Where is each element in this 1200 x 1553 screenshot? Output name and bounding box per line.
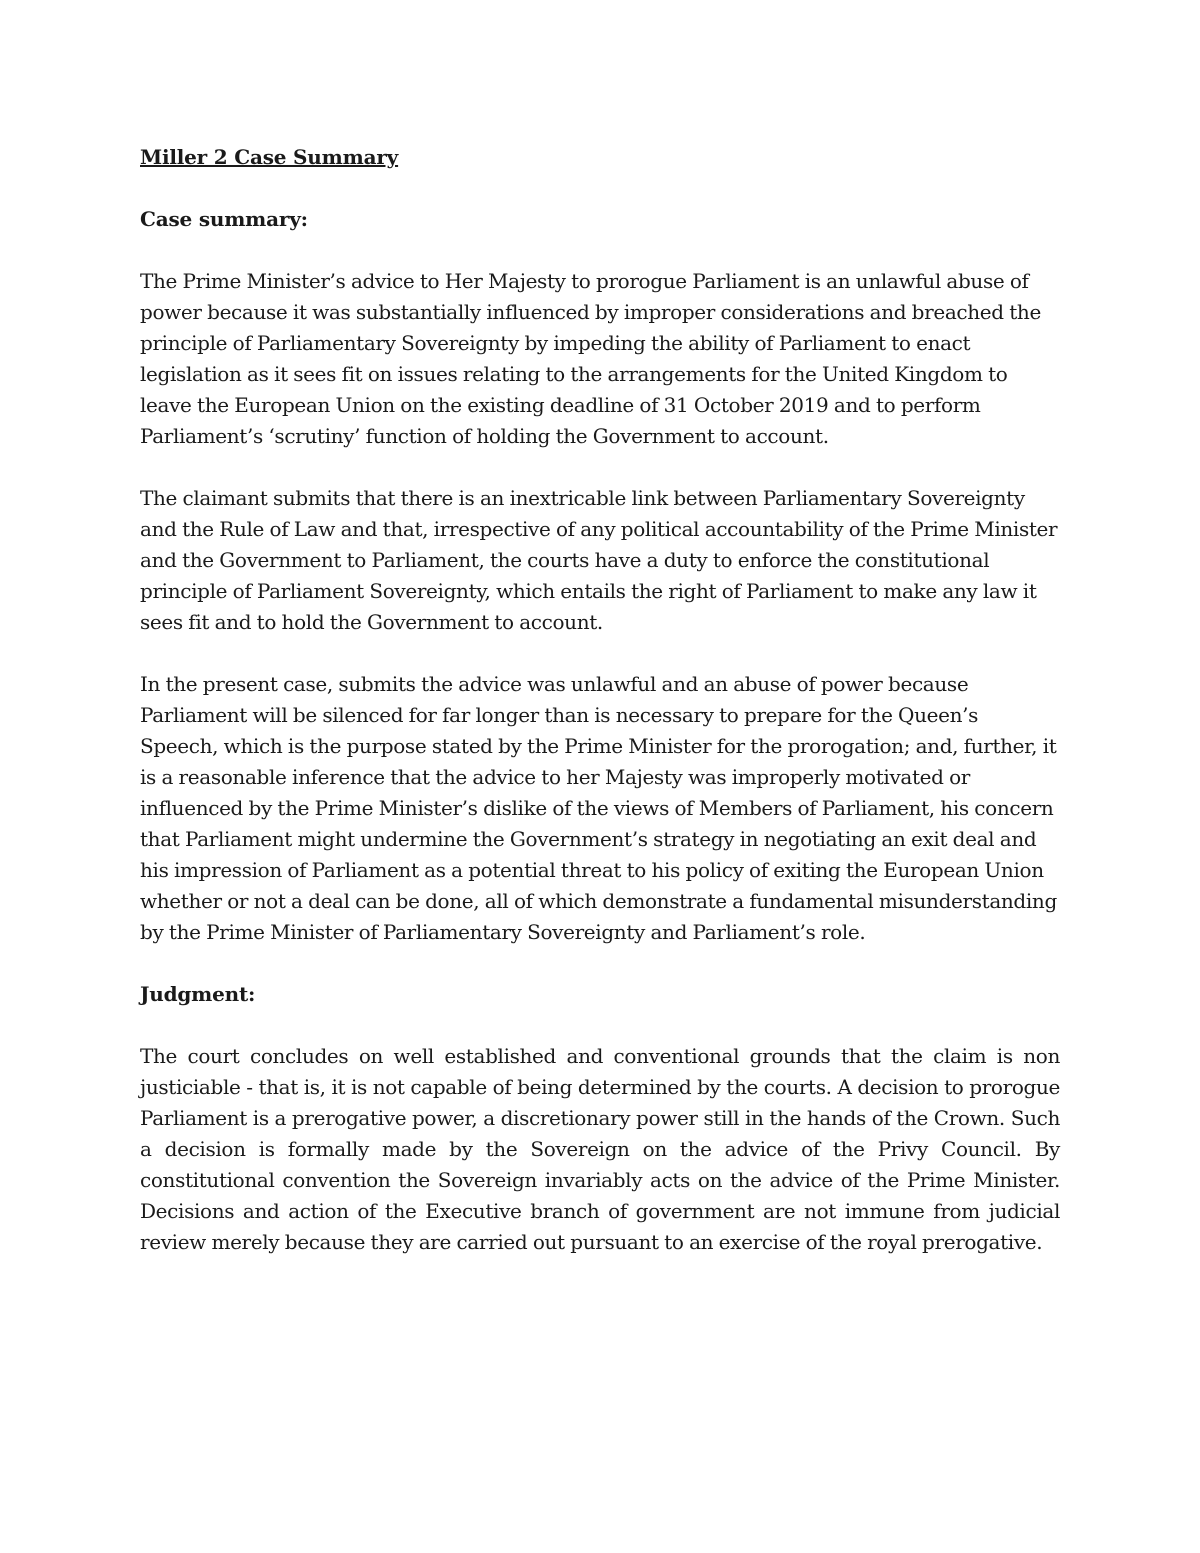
spacer (140, 452, 1060, 483)
spacer (140, 235, 1060, 266)
spacer (140, 1010, 1060, 1041)
judgment-heading: Judgment: (140, 982, 256, 1006)
document-body (140, 142, 1060, 1258)
case-summary-paragraph-2: The claimant submits that there is an inextricable link between Parliamentary Sovereignty and the Rule of Law and that, irrespective of any political accountability of the Prime Minister and the Government to Parliament, the courts have a duty to enforce the constitutional principle of Parliament Sovereignty, which entails the right of Parliament to make any law it sees fit and to hold the Government to account. (140, 486, 1058, 634)
case-summary-paragraph-1: The Prime Minister’s advice to Her Majesty to prorogue Parliament is an unlawful abuse of power because it was substantially influenced by improper considerations and breached the principle of Parliamentary Sovereignty by impeding the ability of Parliament to enact legislation as it sees fit on issues relating to the arrangements for the United Kingdom to leave the European Union on the existing deadline of 31 October 2019 and to perform Parliament’s ‘scrutiny’ function of holding the Government to account. (140, 269, 1041, 448)
case-summary-heading: Case summary: (140, 207, 308, 231)
spacer (140, 948, 1060, 979)
case-summary-paragraph-3: In the present case, submits the advice was unlawful and an abuse of power because Parliament will be silenced for far longer than is necessary to prepare for the Queen’s Speech, which is the purpose stated by the Prime Minister for the prorogation; and, further, it is a reasonable inference that the advice to her Majesty was improperly motivated or influenced by the Prime Minister’s dislike of the views of Members of Parliament, his concern that Parliament might undermine the Government’s strategy in negotiating an exit deal and his impression of Parliament as a potential threat to his policy of exiting the European Union whether or not a deal can be done, all of which demonstrate a fundamental misunderstanding by the Prime Minister of Parliamentary Sovereignty and Parliament’s role. (140, 672, 1057, 944)
document-title: Miller 2 Case Summary (140, 145, 399, 169)
judgment-paragraph: The court concludes on well established and conventional grounds that the claim is non justiciable - that is, it is not capable of being determined by the courts. A decision to prorogue Parliament is a prerogative power, a discretionary power still in the hands of the Crown. Such a decision is formally made by the Sovereign on the advice of the Privy Council. By constitutional convention the Sovereign invariably acts on the advice of the Prime Minister. Decisions and action of the Executive branch of government are not immune from judicial review merely because they are carried out pursuant to an exercise of the royal prerogative. (140, 1044, 1060, 1254)
spacer (140, 638, 1060, 669)
spacer (140, 173, 1060, 204)
